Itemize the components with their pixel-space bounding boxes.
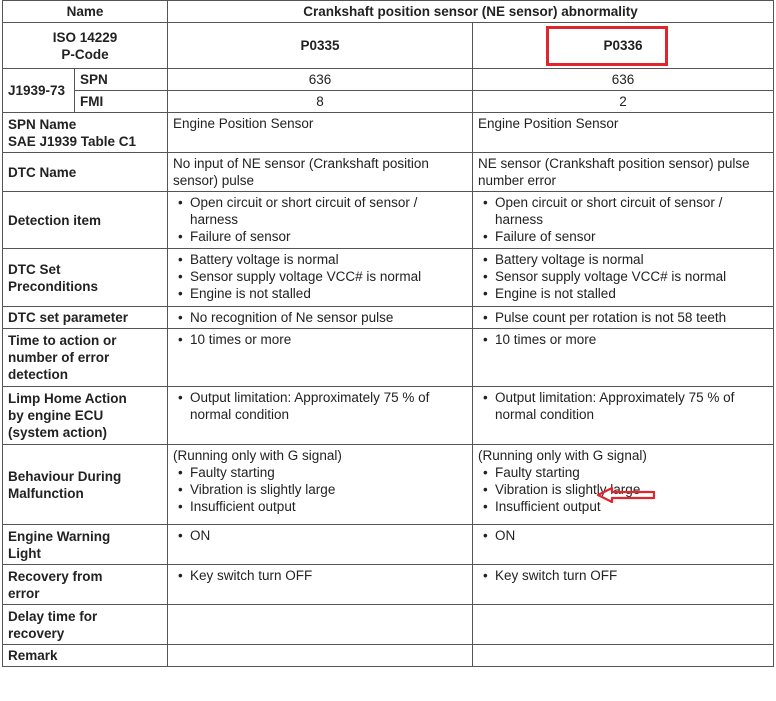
list-item: • Open circuit or short circuit of sensor / harness — [478, 194, 768, 228]
warning-light-col1 — [168, 525, 473, 565]
fmi-col2: 2 — [473, 91, 774, 113]
bullet-list — [173, 309, 467, 326]
table-row — [3, 1, 774, 23]
fmi-col1: 8 — [168, 91, 473, 113]
delay-col1 — [168, 605, 473, 645]
list-item: • Failure of sensor — [173, 228, 467, 245]
table-row — [3, 645, 774, 667]
table-row — [3, 387, 774, 445]
time-to-action-label-line3: detection — [8, 367, 69, 382]
time-to-action-col1 — [168, 329, 473, 387]
list-item: • Insufficient output — [173, 498, 467, 515]
header-name-cell: Name — [3, 1, 168, 23]
limp-home-label-line3: (system action) — [8, 425, 108, 440]
delay-label — [3, 605, 168, 645]
fmi-label: FMI — [75, 91, 168, 113]
list-item: • Faulty starting — [173, 464, 467, 481]
behaviour-label — [3, 445, 168, 525]
list-item: • Sensor supply voltage VCC# is normal — [478, 268, 768, 285]
delay-label-line1: Delay time for — [8, 608, 98, 624]
pcode-label — [3, 23, 168, 69]
spn-name-col2: Engine Position Sensor — [473, 113, 774, 153]
behaviour-col2-intro: (Running only with G signal) — [478, 448, 647, 463]
list-item: • Sensor supply voltage VCC# is normal — [173, 268, 467, 285]
bullet-list — [173, 194, 467, 245]
pcode-label-line1: ISO 14229 — [52, 29, 118, 45]
detection-label: Detection item — [3, 192, 168, 249]
behaviour-col1-intro: (Running only with G signal) — [173, 448, 342, 463]
set-parameter-col1 — [168, 307, 473, 329]
recovery-label — [3, 565, 168, 605]
list-item: • Engine is not stalled — [173, 285, 467, 302]
pcode-col1: P0335 — [168, 23, 473, 69]
list-item: • Key switch turn OFF — [173, 567, 467, 584]
time-to-action-label — [3, 329, 168, 387]
preconditions-label — [3, 249, 168, 307]
table-row — [3, 153, 774, 192]
limp-home-label — [3, 387, 168, 445]
limp-home-col2 — [473, 387, 774, 445]
preconditions-col2 — [473, 249, 774, 307]
delay-label-line2: recovery — [8, 625, 65, 641]
list-item: • Faulty starting — [478, 464, 768, 481]
pcode-col2: P0336 — [473, 23, 774, 69]
recovery-label-line2: error — [8, 585, 40, 601]
bullet-list — [173, 464, 467, 515]
bullet-list — [173, 389, 467, 423]
table-row — [3, 91, 774, 113]
recovery-col1 — [168, 565, 473, 605]
list-item: • No recognition of Ne sensor pulse — [173, 309, 467, 326]
time-to-action-label-line2: number of error — [8, 350, 110, 365]
time-to-action-label-line1: Time to action or — [8, 333, 117, 348]
dtc-name-col2: NE sensor (Crankshaft position sensor) pulse number error — [473, 153, 774, 192]
table-row — [3, 69, 774, 91]
preconditions-label-line1: DTC Set — [8, 261, 61, 277]
list-item: • Vibration is slightly large — [173, 481, 467, 498]
table-row — [3, 192, 774, 249]
header-title-cell: Crankshaft position sensor (NE sensor) abnormality — [168, 1, 774, 23]
limp-home-label-line2: by engine ECU — [8, 408, 104, 423]
time-to-action-col2 — [473, 329, 774, 387]
table-row — [3, 307, 774, 329]
set-parameter-label: DTC set parameter — [3, 307, 168, 329]
detection-col2 — [473, 192, 774, 249]
list-item: • 10 times or more — [478, 331, 768, 348]
list-item: • Open circuit or short circuit of sensor / harness — [173, 194, 467, 228]
warning-light-label-line1: Engine Warning — [8, 528, 111, 544]
table-row — [3, 565, 774, 605]
bullet-list — [478, 331, 768, 348]
highlight-box-annotation — [546, 26, 668, 66]
bullet-list — [173, 331, 467, 348]
list-item: • Failure of sensor — [478, 228, 768, 245]
remark-col1 — [168, 645, 473, 667]
bullet-list — [173, 527, 467, 544]
warning-light-label — [3, 525, 168, 565]
remark-col2 — [473, 645, 774, 667]
bullet-list — [478, 309, 768, 326]
behaviour-col2 — [473, 445, 774, 525]
set-parameter-col2 — [473, 307, 774, 329]
warning-light-label-line2: Light — [8, 545, 41, 561]
table-row — [3, 113, 774, 153]
list-item: • Pulse count per rotation is not 58 teeth — [478, 309, 768, 326]
list-item: • ON — [478, 527, 768, 544]
list-item: • Output limitation: Approximately 75 % of normal condition — [173, 389, 467, 423]
spn-col1: 636 — [168, 69, 473, 91]
table-row — [3, 525, 774, 565]
bullet-list — [478, 567, 768, 584]
behaviour-col1 — [168, 445, 473, 525]
bullet-list — [478, 251, 768, 302]
limp-home-col1 — [168, 387, 473, 445]
bullet-list — [478, 194, 768, 245]
table-row — [3, 605, 774, 645]
left-arrow-annotation-icon — [596, 487, 658, 503]
delay-col2 — [473, 605, 774, 645]
list-item: • Output limitation: Approximately 75 % of normal condition — [478, 389, 768, 423]
detection-col1 — [168, 192, 473, 249]
list-item: • Battery voltage is normal — [478, 251, 768, 268]
behaviour-label-line1: Behaviour During — [8, 468, 122, 484]
table-row — [3, 329, 774, 387]
spn-name-col1: Engine Position Sensor — [168, 113, 473, 153]
j1939-label: J1939-73 — [3, 69, 75, 113]
remark-label: Remark — [3, 645, 168, 667]
limp-home-label-line1: Limp Home Action — [8, 391, 127, 406]
list-item: • Engine is not stalled — [478, 285, 768, 302]
recovery-label-line1: Recovery from — [8, 568, 103, 584]
list-item: • ON — [173, 527, 467, 544]
list-item: • Key switch turn OFF — [478, 567, 768, 584]
dtc-name-col1: No input of NE sensor (Crankshaft position sensor) pulse — [168, 153, 473, 192]
pcode-label-line2: P-Code — [61, 46, 109, 62]
bullet-list — [173, 567, 467, 584]
warning-light-col2 — [473, 525, 774, 565]
table-row — [3, 249, 774, 307]
preconditions-label-line2: Preconditions — [8, 278, 99, 294]
bullet-list — [173, 251, 467, 302]
bullet-list — [478, 389, 768, 423]
table-row — [3, 445, 774, 525]
spn-name-label-line2: SAE J1939 Table C1 — [8, 133, 137, 149]
dtc-spec-table — [2, 0, 774, 667]
spn-col2: 636 — [473, 69, 774, 91]
list-item: • Vibration is slightly large — [478, 481, 768, 498]
dtc-name-label: DTC Name — [3, 153, 168, 192]
list-item: • Insufficient output — [478, 498, 768, 515]
list-item: • Battery voltage is normal — [173, 251, 467, 268]
spn-name-label — [3, 113, 168, 153]
recovery-col2 — [473, 565, 774, 605]
preconditions-col1 — [168, 249, 473, 307]
behaviour-label-line2: Malfunction — [8, 485, 84, 501]
spn-label: SPN — [75, 69, 168, 91]
bullet-list — [478, 527, 768, 544]
list-item: • 10 times or more — [173, 331, 467, 348]
spn-name-label-line1: SPN Name — [8, 116, 77, 132]
